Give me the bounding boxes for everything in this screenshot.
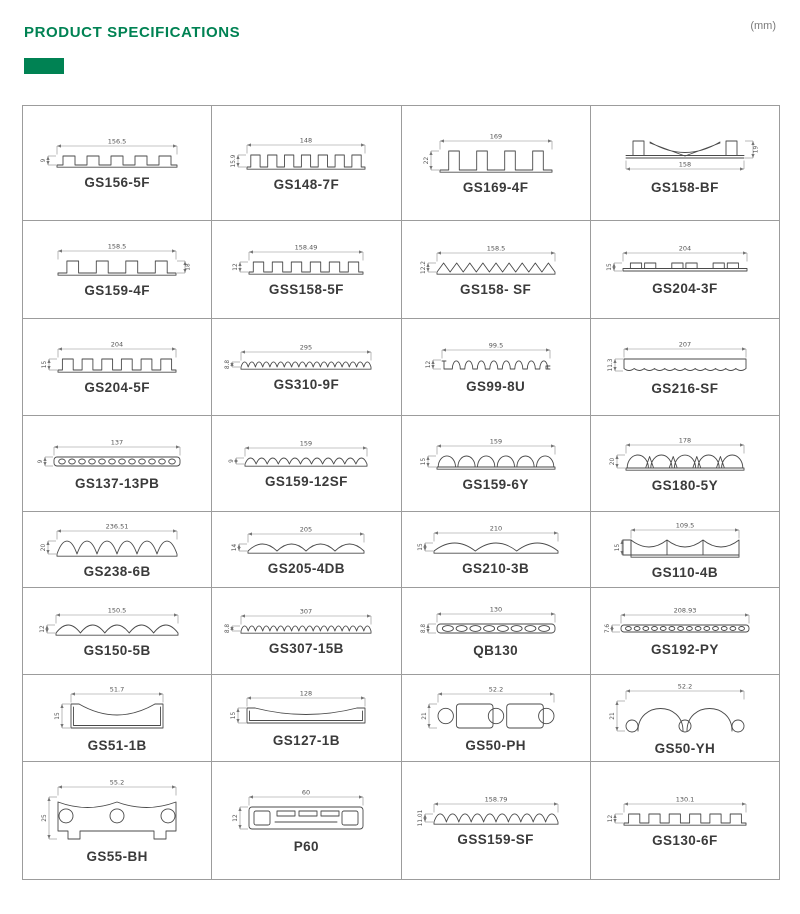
- svg-text:11.01: 11.01: [417, 809, 424, 827]
- svg-text:12.2: 12.2: [420, 260, 427, 274]
- profile-drawing: [29, 136, 205, 173]
- profile-drawing: [218, 342, 394, 375]
- product-cell: [402, 512, 591, 588]
- profile-drawing: [408, 794, 584, 830]
- product-cell: [591, 106, 779, 221]
- product-label: GS159-12SF: [264, 474, 348, 489]
- profile-drawing: [29, 605, 205, 641]
- svg-text:21: 21: [421, 711, 428, 720]
- svg-text:15: 15: [417, 543, 424, 551]
- profile-drawing: [218, 135, 394, 175]
- svg-text:158.79: 158.79: [484, 795, 507, 804]
- spec-table-row: [23, 221, 779, 319]
- svg-text:22: 22: [423, 156, 430, 165]
- svg-text:20: 20: [41, 543, 48, 551]
- svg-text:148: 148: [300, 136, 313, 144]
- svg-text:8.8: 8.8: [420, 623, 427, 634]
- profile-drawing: [218, 787, 394, 837]
- product-cell: [212, 416, 401, 512]
- svg-text:158.49: 158.49: [295, 243, 318, 252]
- product-cell: [591, 416, 779, 512]
- product-label: GS205-4DB: [267, 560, 345, 576]
- svg-text:51.7: 51.7: [109, 685, 125, 693]
- svg-text:210: 210: [489, 524, 502, 533]
- svg-text:128: 128: [300, 689, 313, 698]
- svg-text:99.5: 99.5: [488, 341, 503, 350]
- product-label: GS204-5F: [84, 380, 150, 395]
- product-cell: [212, 319, 401, 416]
- svg-text:12: 12: [425, 360, 432, 369]
- profile-drawing: [408, 243, 584, 280]
- profile-drawing: [408, 684, 584, 736]
- product-cell: [212, 512, 401, 588]
- svg-text:9: 9: [229, 459, 236, 463]
- svg-text:8.8: 8.8: [225, 359, 232, 370]
- product-cell: [402, 221, 591, 319]
- svg-text:9: 9: [41, 158, 48, 163]
- svg-text:236.51: 236.51: [105, 522, 129, 530]
- product-cell: [23, 512, 212, 588]
- svg-text:9: 9: [38, 459, 45, 463]
- profile-drawing: [597, 435, 773, 476]
- product-cell: [402, 319, 591, 416]
- product-cell: [23, 319, 212, 416]
- profile-drawing: [408, 523, 584, 559]
- svg-text:60: 60: [302, 788, 311, 797]
- svg-text:205: 205: [300, 525, 313, 533]
- product-label: GS210-3B: [462, 561, 530, 576]
- svg-text:109.5: 109.5: [675, 521, 695, 529]
- product-cell: [402, 762, 591, 879]
- product-label: QB130: [473, 643, 519, 658]
- profile-drawing: [597, 605, 773, 640]
- spec-table-row: [23, 762, 779, 879]
- svg-text:15: 15: [606, 263, 613, 271]
- page-title: PRODUCT SPECIFICATIONS: [24, 24, 241, 41]
- svg-text:204: 204: [678, 244, 692, 253]
- product-label: GS169-4F: [462, 180, 529, 195]
- svg-text:204: 204: [110, 340, 124, 349]
- svg-text:7.6: 7.6: [604, 623, 611, 634]
- svg-text:18: 18: [185, 263, 192, 271]
- spec-table-row: [23, 675, 779, 762]
- product-label: GS55-BH: [86, 849, 148, 864]
- profile-drawing: [218, 438, 394, 472]
- product-label: GS50-YH: [654, 740, 716, 756]
- profile-drawing: [29, 521, 205, 562]
- product-label: GS156-5F: [84, 175, 150, 190]
- svg-text:15: 15: [55, 711, 62, 720]
- product-cell: [591, 588, 779, 675]
- product-cell: [23, 416, 212, 512]
- profile-drawing: [218, 242, 394, 280]
- product-cell: [23, 675, 212, 762]
- unit-label: (mm): [750, 20, 776, 32]
- spec-table-row: [23, 319, 779, 416]
- product-label: GS159-6Y: [462, 476, 529, 492]
- product-cell: [212, 675, 401, 762]
- profile-drawing: [408, 340, 584, 377]
- svg-text:295: 295: [300, 343, 313, 352]
- svg-text:150.5: 150.5: [107, 606, 127, 614]
- product-label: GS127-1B: [272, 733, 340, 748]
- svg-text:15: 15: [614, 543, 621, 551]
- product-cell: [212, 221, 401, 319]
- svg-text:12: 12: [607, 814, 614, 822]
- svg-text:15: 15: [231, 711, 238, 720]
- product-label: P60: [293, 839, 319, 854]
- svg-text:12: 12: [233, 814, 240, 822]
- accent-swatch: [24, 58, 64, 74]
- product-label: GS110-4B: [651, 564, 718, 580]
- svg-text:15: 15: [420, 457, 427, 465]
- svg-text:20: 20: [609, 457, 616, 465]
- product-cell: [402, 675, 591, 762]
- svg-text:19: 19: [753, 145, 760, 154]
- product-cell: [591, 512, 779, 588]
- spec-table-row: [23, 512, 779, 588]
- product-cell: [591, 762, 779, 879]
- profile-drawing: [597, 520, 773, 563]
- svg-text:158: 158: [678, 160, 692, 169]
- svg-text:15.9: 15.9: [231, 154, 238, 167]
- svg-text:178: 178: [678, 436, 692, 444]
- product-label: GS99-8U: [466, 379, 526, 394]
- svg-text:159: 159: [489, 437, 502, 445]
- svg-text:156.5: 156.5: [107, 137, 127, 146]
- profile-drawing: [29, 339, 205, 378]
- svg-text:158.5: 158.5: [486, 244, 505, 252]
- profile-drawing: [29, 241, 205, 281]
- profile-drawing: [408, 131, 584, 178]
- product-cell: [23, 106, 212, 221]
- svg-text:130: 130: [489, 605, 502, 614]
- profile-drawing: [597, 243, 773, 279]
- profile-drawing: [597, 131, 773, 178]
- spec-table-row: [23, 588, 779, 675]
- product-label: GS310-9F: [273, 377, 340, 392]
- svg-text:158.5: 158.5: [107, 242, 127, 251]
- product-label: GS50-PH: [465, 737, 526, 753]
- product-cell: [591, 319, 779, 416]
- svg-text:11.3: 11.3: [607, 358, 614, 371]
- product-cell: [402, 416, 591, 512]
- product-label: GS307-15B: [268, 641, 344, 656]
- product-cell: [591, 221, 779, 319]
- profile-drawing: [408, 436, 584, 475]
- svg-text:169: 169: [489, 132, 502, 141]
- svg-text:52.2: 52.2: [677, 682, 693, 690]
- product-label: GS204-3F: [652, 281, 718, 296]
- svg-text:307: 307: [300, 607, 313, 616]
- product-label: GS150-5B: [83, 642, 151, 658]
- svg-text:207: 207: [678, 340, 692, 348]
- profile-drawing: [218, 606, 394, 639]
- product-label: GS148-7F: [273, 176, 340, 192]
- svg-text:12: 12: [233, 263, 240, 271]
- product-label: GS158-BF: [651, 180, 719, 195]
- product-cell: [212, 106, 401, 221]
- svg-text:52.2: 52.2: [488, 685, 503, 693]
- svg-text:208.93: 208.93: [673, 606, 697, 615]
- product-cell: [591, 675, 779, 762]
- product-cell: [212, 762, 401, 879]
- spec-table-row: [23, 106, 779, 221]
- product-cell: [23, 762, 212, 879]
- svg-text:137: 137: [110, 438, 124, 446]
- svg-text:21: 21: [609, 711, 616, 720]
- product-label: GS180-5Y: [651, 477, 718, 493]
- product-cell: [23, 221, 212, 319]
- profile-drawing: [29, 777, 205, 847]
- product-label: GS130-6F: [652, 832, 718, 848]
- product-label: GS137-13PB: [74, 475, 160, 491]
- spec-table: [22, 105, 780, 880]
- spec-table-row: [23, 416, 779, 512]
- svg-text:15: 15: [42, 360, 49, 369]
- product-label: GS192-PY: [651, 642, 719, 657]
- svg-text:130.1: 130.1: [675, 795, 695, 803]
- svg-text:8.8: 8.8: [225, 623, 232, 634]
- profile-drawing: [218, 524, 394, 559]
- product-label: GS51-1B: [87, 737, 147, 753]
- svg-text:159: 159: [300, 439, 313, 448]
- profile-drawing: [597, 681, 773, 739]
- profile-drawing: [218, 688, 394, 731]
- svg-text:25: 25: [42, 814, 49, 822]
- product-cell: [402, 588, 591, 675]
- product-label: GS159-4F: [84, 283, 150, 298]
- profile-drawing: [408, 604, 584, 641]
- profile-drawing: [597, 794, 773, 831]
- product-label: GSS159-SF: [457, 832, 534, 847]
- profile-drawing: [29, 684, 205, 736]
- profile-drawing: [29, 437, 205, 474]
- svg-text:12: 12: [40, 624, 47, 633]
- product-cell: [212, 588, 401, 675]
- svg-text:14: 14: [232, 543, 239, 551]
- product-label: GSS158-5F: [268, 282, 344, 297]
- product-cell: [402, 106, 591, 221]
- product-label: GS216-SF: [651, 380, 719, 396]
- product-cell: [23, 588, 212, 675]
- product-label: GS238-6B: [83, 563, 151, 579]
- product-label: GS158- SF: [460, 281, 532, 297]
- profile-drawing: [597, 339, 773, 379]
- svg-text:55.2: 55.2: [109, 778, 125, 787]
